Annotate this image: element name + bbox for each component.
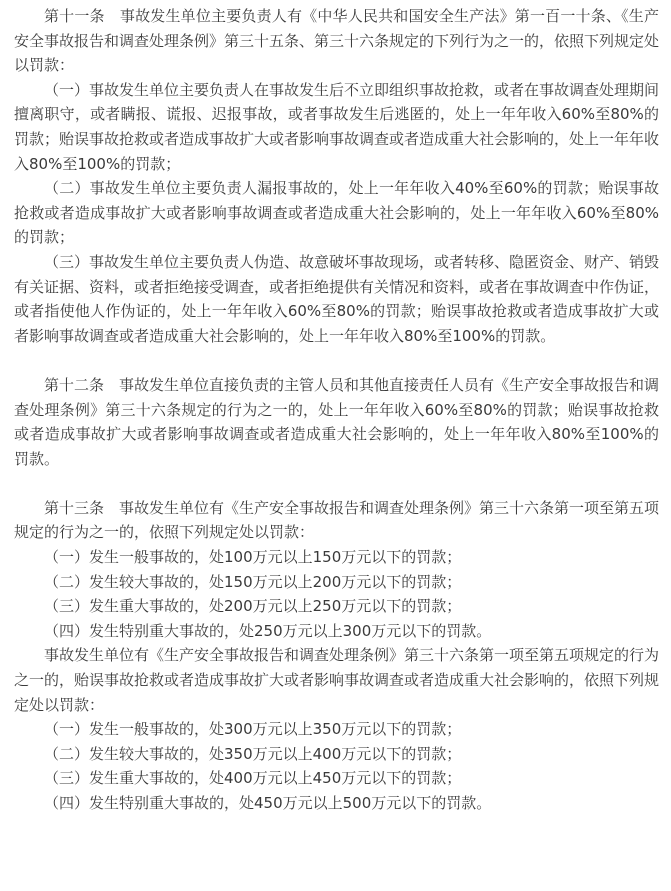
article-11-item-3: （三）事故发生单位主要负责人伪造、故意破坏事故现场，或者转移、隐匿资金、财产、销毁有关证据、资料，或者拒绝接受调查，或者拒绝提供有关情况和资料，或者在事故调查中作伪证，或者指使他人作伪证的，处上一年年收入60%至80%的罚款；贻误事故抢救或者造成事故扩大或者影响事故调查或者造成重大社会影响的，处上一年年收入80%至100%的罚款。: [14, 252, 660, 345]
article-13-item-b1: （一）发生一般事故的，处300万元以上350万元以下的罚款；: [44, 720, 462, 739]
article-11-heading: 第十一条 事故发生单位主要负责人有《中华人民共和国安全生产法》第一百一十条、《生产安全事故报告和调查处理条例》第三十五条、第三十六条规定的下列行为之一的，依照下列规定处以罚款：: [14, 7, 660, 75]
paragraph-spacer: [14, 348, 659, 373]
article-12-text: 第十二条 事故发生单位直接负责的主管人员和其他直接责任人员有《生产安全事故报告和调查处理条例》第三十六条规定的行为之一的，处上一年年收入60%至80%的罚款；贻误事故抢救或者造成事故扩大或者影响事故调查或者造成重大社会影响的，处上一年年收入80%至100%的罚款。: [14, 375, 660, 468]
article-13-item-a2: （二）发生较大事故的，处150万元以上200万元以下的罚款；: [44, 572, 462, 591]
article-11-item-2: （二）事故发生单位主要负责人漏报事故的，处上一年年收入40%至60%的罚款；贻误事故抢救或者造成事故扩大或者影响事故调查或者造成重大社会影响的，处上一年年收入60%至80%的罚款；: [14, 179, 659, 247]
article-11-item-1: （一）事故发生单位主要负责人在事故发生后不立即组织事故抢救，或者在事故调查处理期间擅离职守，或者瞒报、谎报、迟报事故，或者事故发生后逃匿的，处上一年年收入60%至80%的罚款；贻误事故抢救或者造成事故扩大或者影响事故调查或者造成重大社会影响的，处上一年年收入80%至100%的罚款；: [14, 80, 660, 173]
article-13-item-a4: （四）发生特别重大事故的，处250万元以上300万元以下的罚款。: [44, 621, 492, 640]
article-13-heading: 第十三条 事故发生单位有《生产安全事故报告和调查处理条例》第三十六条第一项至第五项规定的行为之一的，依照下列规定处以罚款：: [14, 498, 660, 542]
article-13-item-b4: （四）发生特别重大事故的，处450万元以上500万元以下的罚款。: [44, 794, 492, 812]
paragraph-spacer: [14, 471, 659, 496]
article-13-item-a1: （一）发生一般事故的，处100万元以上150万元以下的罚款；: [44, 548, 462, 567]
article-13-item-a3: （三）发生重大事故的，处200万元以上250万元以下的罚款；: [44, 597, 462, 616]
article-13-paragraph-2: 事故发生单位有《生产安全事故报告和调查处理条例》第三十六条第一项至第五项规定的行为之一的，贻误事故抢救或者造成事故扩大或者影响事故调查或者造成重大社会影响的，依照下列规定处以罚款：: [14, 646, 660, 714]
article-13-item-b3: （三）发生重大事故的，处400万元以上450万元以下的罚款；: [44, 769, 462, 788]
article-13-item-b2: （二）发生较大事故的，处350万元以上400万元以下的罚款；: [44, 744, 462, 763]
